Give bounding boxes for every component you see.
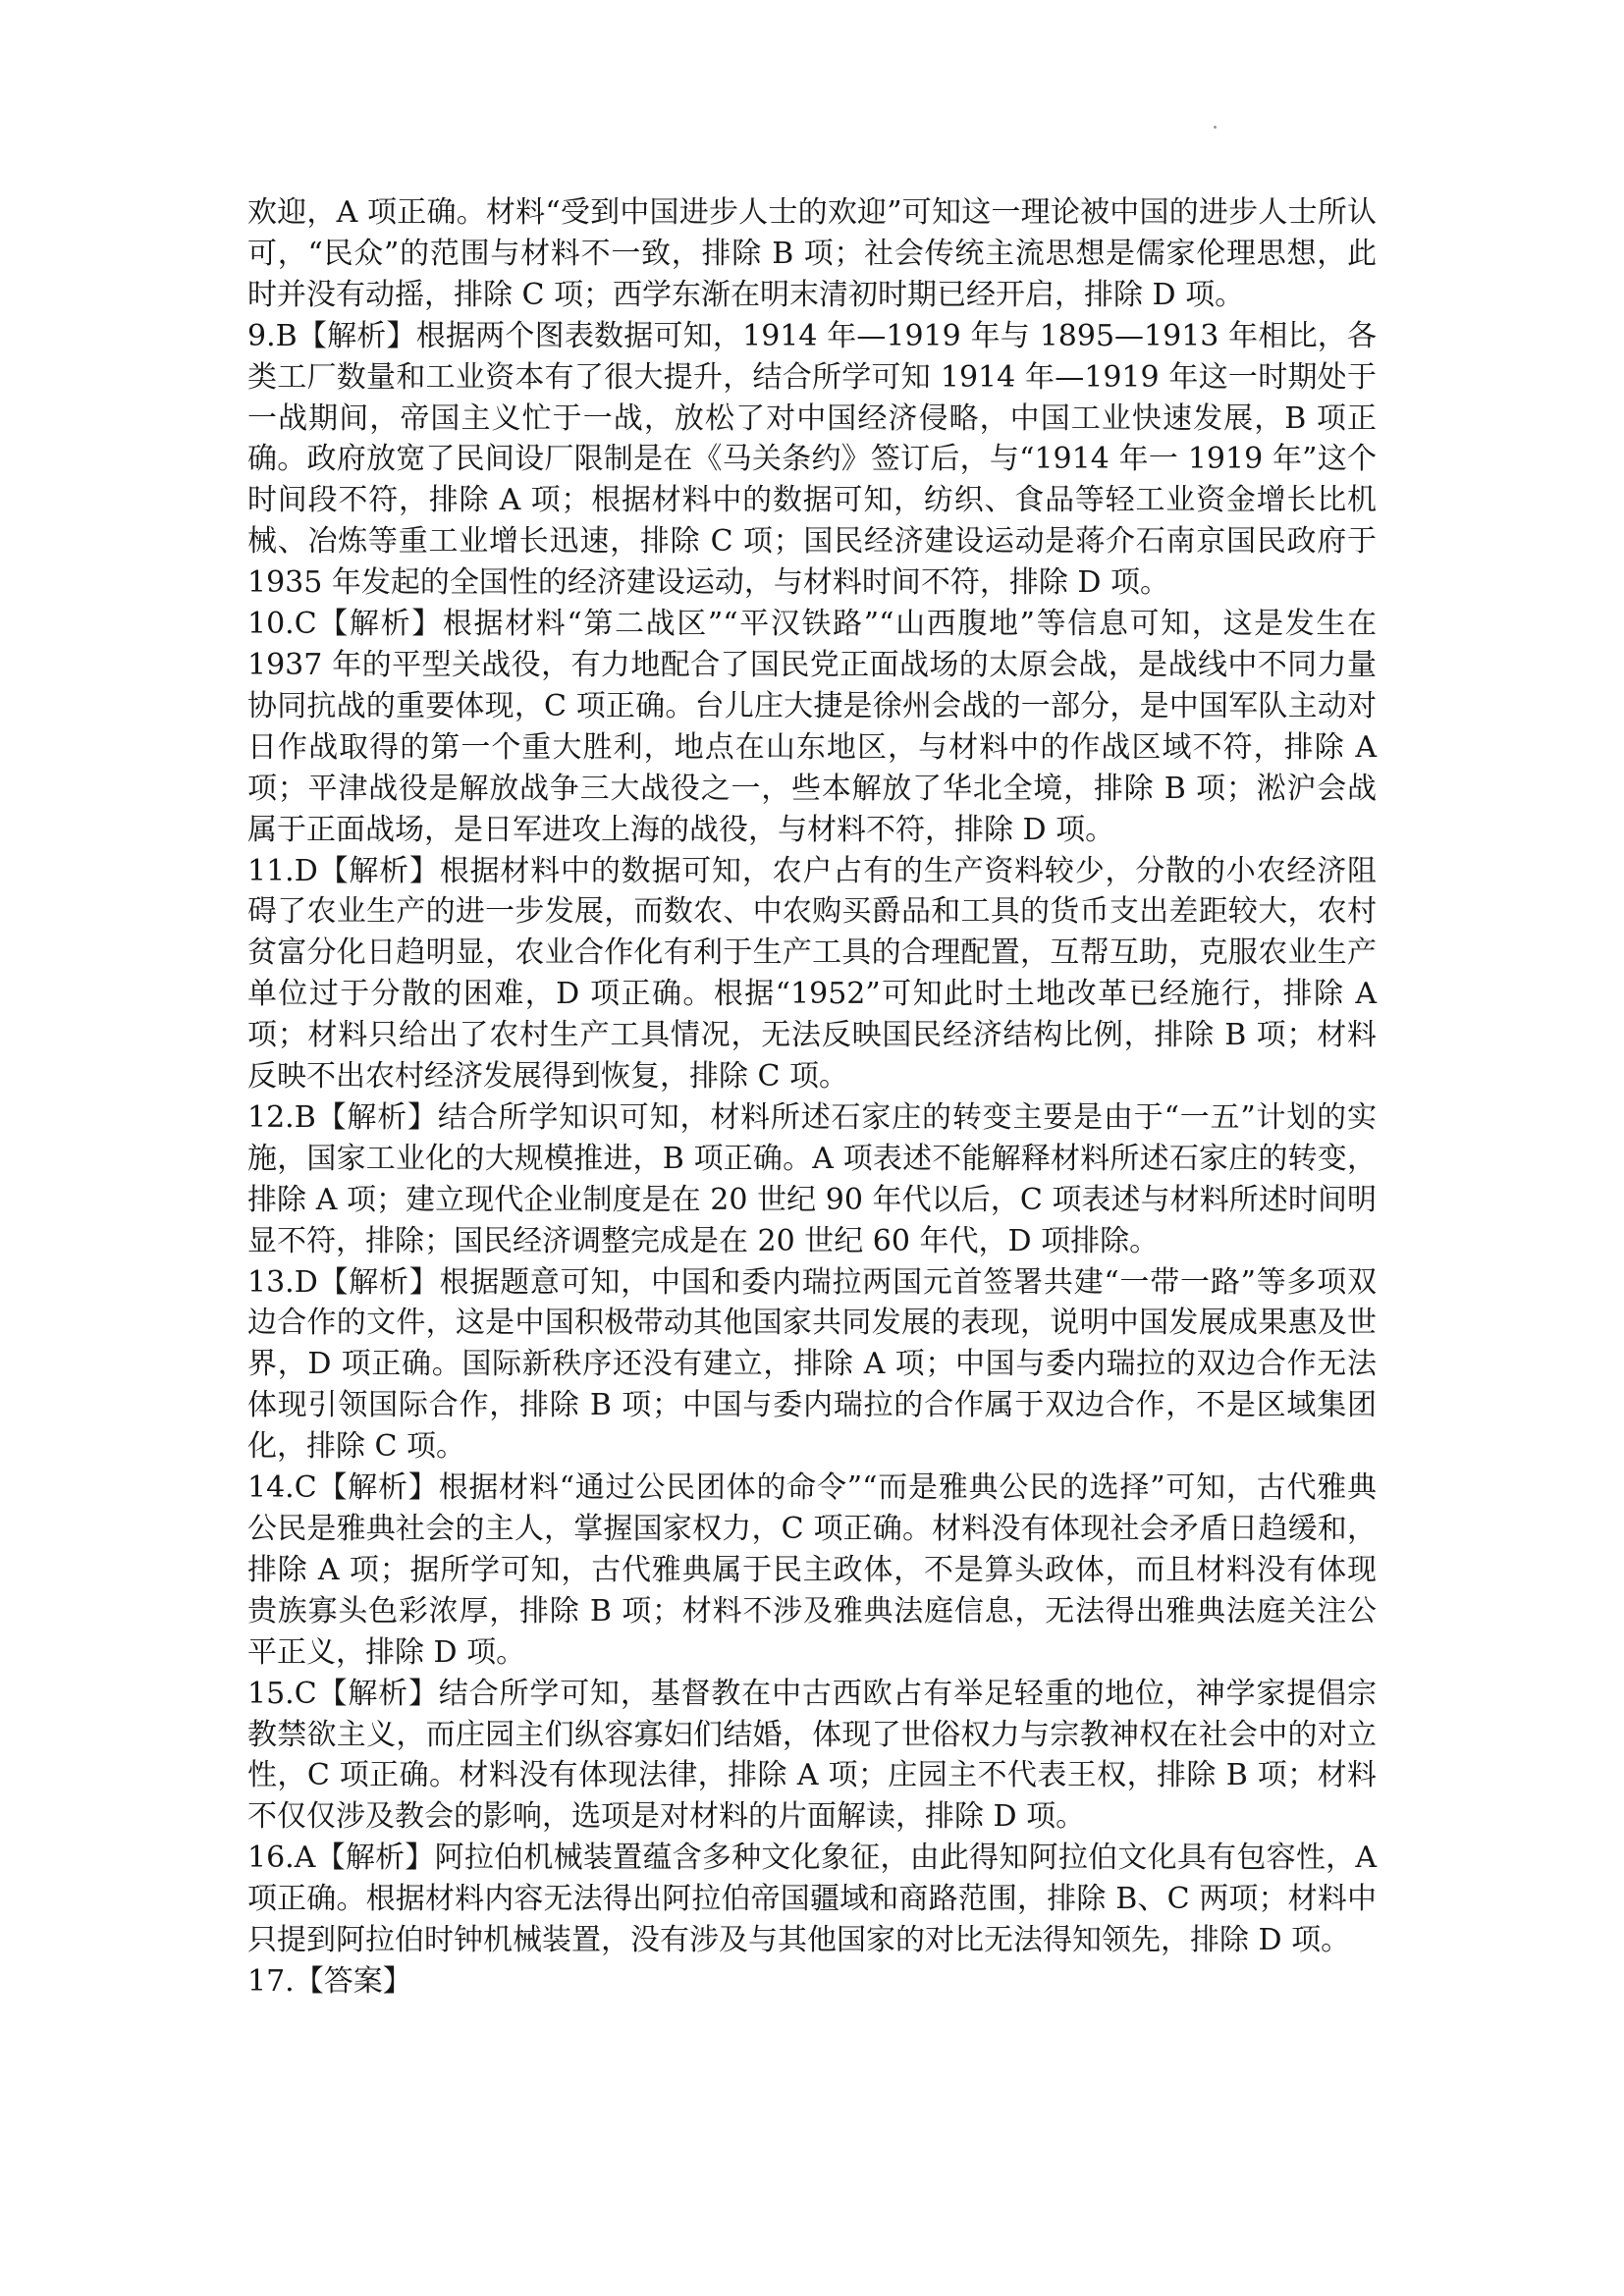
paragraph-answer-12 (247, 1097, 1377, 1262)
paragraph-answer-15 (247, 1674, 1377, 1839)
answer-label: 13.D【解析】 (247, 1264, 440, 1300)
answer-text: 根据两个图表数据可知，1914 年—1919 年与 1895—1913 年相比，各类工厂数量和工业资本有了很大提升，结合所学可知 1914 年—1919 年这一时期处于一战期间，帝国主义忙于一战，放松了对中国经济侵略，中国工业快速发展，B 项正确。政府放宽了民间设厂限制是在《马关条约》签订后，与“1914 年一 1919 年”这个时间段不符，排除 A 项；根据材料中的数据可知，纺织、食品等轻工业资金增长比机械、冶炼等重工业增长迅速，排除 C 项；国民经济建设运动是蒋介石南京国民政府于 1935 年发起的全国性的经济建设运动，与材料时间不符，排除 D 项。 (247, 318, 1377, 601)
answer-text: 根据材料“第二战区”“平汉铁路”“山西腹地”等信息可知，这是发生在 1937 年的平型关战役，有力地配合了国民党正面战场的太原会战，是战线中不同力量协同抗战的重要体现，C 项正确。台儿庄大捷是徐州会战的一部分，是中国军队主动对日作战取得的第一个重大胜利，地点在山东地区，与材料中的作战区域不符，排除 A 项；平津战役是解放战争三大战役之一，些本解放了华北全境，排除 B 项；淞沪会战属于正面战场，是日军进攻上海的战役，与材料不符，排除 D 项。 (247, 607, 1377, 847)
paragraph-answer-13 (247, 1262, 1377, 1468)
scan-speck (1214, 126, 1217, 129)
answer-text: 阿拉伯机械装置蕴含多种文化象征，由此得知阿拉伯文化具有包容性，A 项正确。根据材料内容无法得出阿拉伯帝国疆域和商路范围，排除 B、C 两项；材料中只提到阿拉伯时钟机械装置，没有涉及与其他国家的对比无法得知领先，排除 D 项。 (247, 1841, 1377, 1958)
paragraph-answer-14 (247, 1468, 1377, 1674)
answer-label: 16.A【解析】 (247, 1841, 435, 1876)
answer-label: 10.C【解析】 (247, 607, 443, 642)
answer-label: 15.C【解析】 (247, 1676, 439, 1711)
paragraph-answer-8-continued (247, 192, 1377, 316)
paragraph-answer-11 (247, 851, 1377, 1097)
answer-explanations (247, 192, 1377, 2002)
answer-text: 根据题意可知，中国和委内瑞拉两国元首签署共建“一带一路”等多项双边合作的文件，这是中国积极带动其他国家共同发展的表现，说明中国发展成果惠及世界，D 项正确。国际新秩序还没有建立，排除 A 项；中国与委内瑞拉的双边合作无法体现引领国际合作，排除 B 项；中国与委内瑞拉的合作属于双边合作，不是区域集团化，排除 C 项。 (247, 1264, 1377, 1465)
answer-text: 根据材料中的数据可知，农户占有的生产资料较少，分散的小农经济阻碍了农业生产的进一步发展，而数农、中农购买爵品和工具的货币支出差距较大，农村贫富分化日趋明显，农业合作化有利于生产工具的合理配置，互帮互助，克服农业生产单位过于分散的困难，D 项正确。根据“1952”可知此时土地改革已经施行，排除 A 项；材料只给出了农村生产工具情况，无法反映国民经济结构比例，排除 B 项；材料反映不出农村经济发展得到恢复，排除 C 项。 (247, 853, 1377, 1095)
answer-text: 结合所学可知，基督教在中古西欧占有举足轻重的地位，神学家提倡宗教禁欲主义，而庄园主们纵容寡妇们结婚，体现了世俗权力与宗教神权在社会中的对立性，C 项正确。材料没有体现法律，排除 A 项；庄园主不代表王权，排除 B 项；材料不仅仅涉及教会的影响，选项是对材料的片面解读，排除 D 项。 (247, 1676, 1377, 1835)
answer-text: 欢迎，A 项正确。材料“受到中国进步人士的欢迎”可知这一理论被中国的进步人士所认可，“民众”的范围与材料不一致，排除 B 项；社会传统主流思想是儒家伦理思想，此时并没有动摇，排除 C 项；西学东渐在明末清初时期已经开启，排除 D 项。 (247, 195, 1377, 312)
answer-label: 11.D【解析】 (247, 853, 440, 888)
answer-label: 9.B【解析】 (247, 318, 416, 353)
answer-text: 根据材料“通过公民团体的命令”“而是雅典公民的选择”可知，古代雅典公民是雅典社会的主人，掌握国家权力，C 项正确。材料没有体现社会矛盾日趋缓和，排除 A 项；据所学可知，古代雅典属于民主政体，不是算头政体，而且材料没有体现贵族寡头色彩浓厚，排除 B 项；材料不涉及雅典法庭信息，无法得出雅典法庭关注公平正义，排除 D 项。 (247, 1470, 1377, 1670)
paragraph-answer-10 (247, 604, 1377, 850)
answer-text: 结合所学知识可知，材料所述石家庄的转变主要是由于“一五”计划的实施，国家工业化的大规模推进，B 项正确。A 项表述不能解释材料所述石家庄的转变，排除 A 项；建立现代企业制度是在 20 世纪 90 年代以后，C 项表述与材料所述时间明显不符，排除；国民经济调整完成是在 20 世纪 60 年代，D 项排除。 (247, 1099, 1377, 1258)
paragraph-answer-9 (247, 316, 1377, 604)
answer-label: 14.C【解析】 (247, 1470, 439, 1506)
answer-label: 17.【答案】 (247, 1963, 412, 1999)
paragraph-answer-16 (247, 1838, 1377, 1961)
paragraph-answer-17-heading (247, 1961, 1377, 2002)
answer-label: 12.B【解析】 (247, 1099, 438, 1135)
